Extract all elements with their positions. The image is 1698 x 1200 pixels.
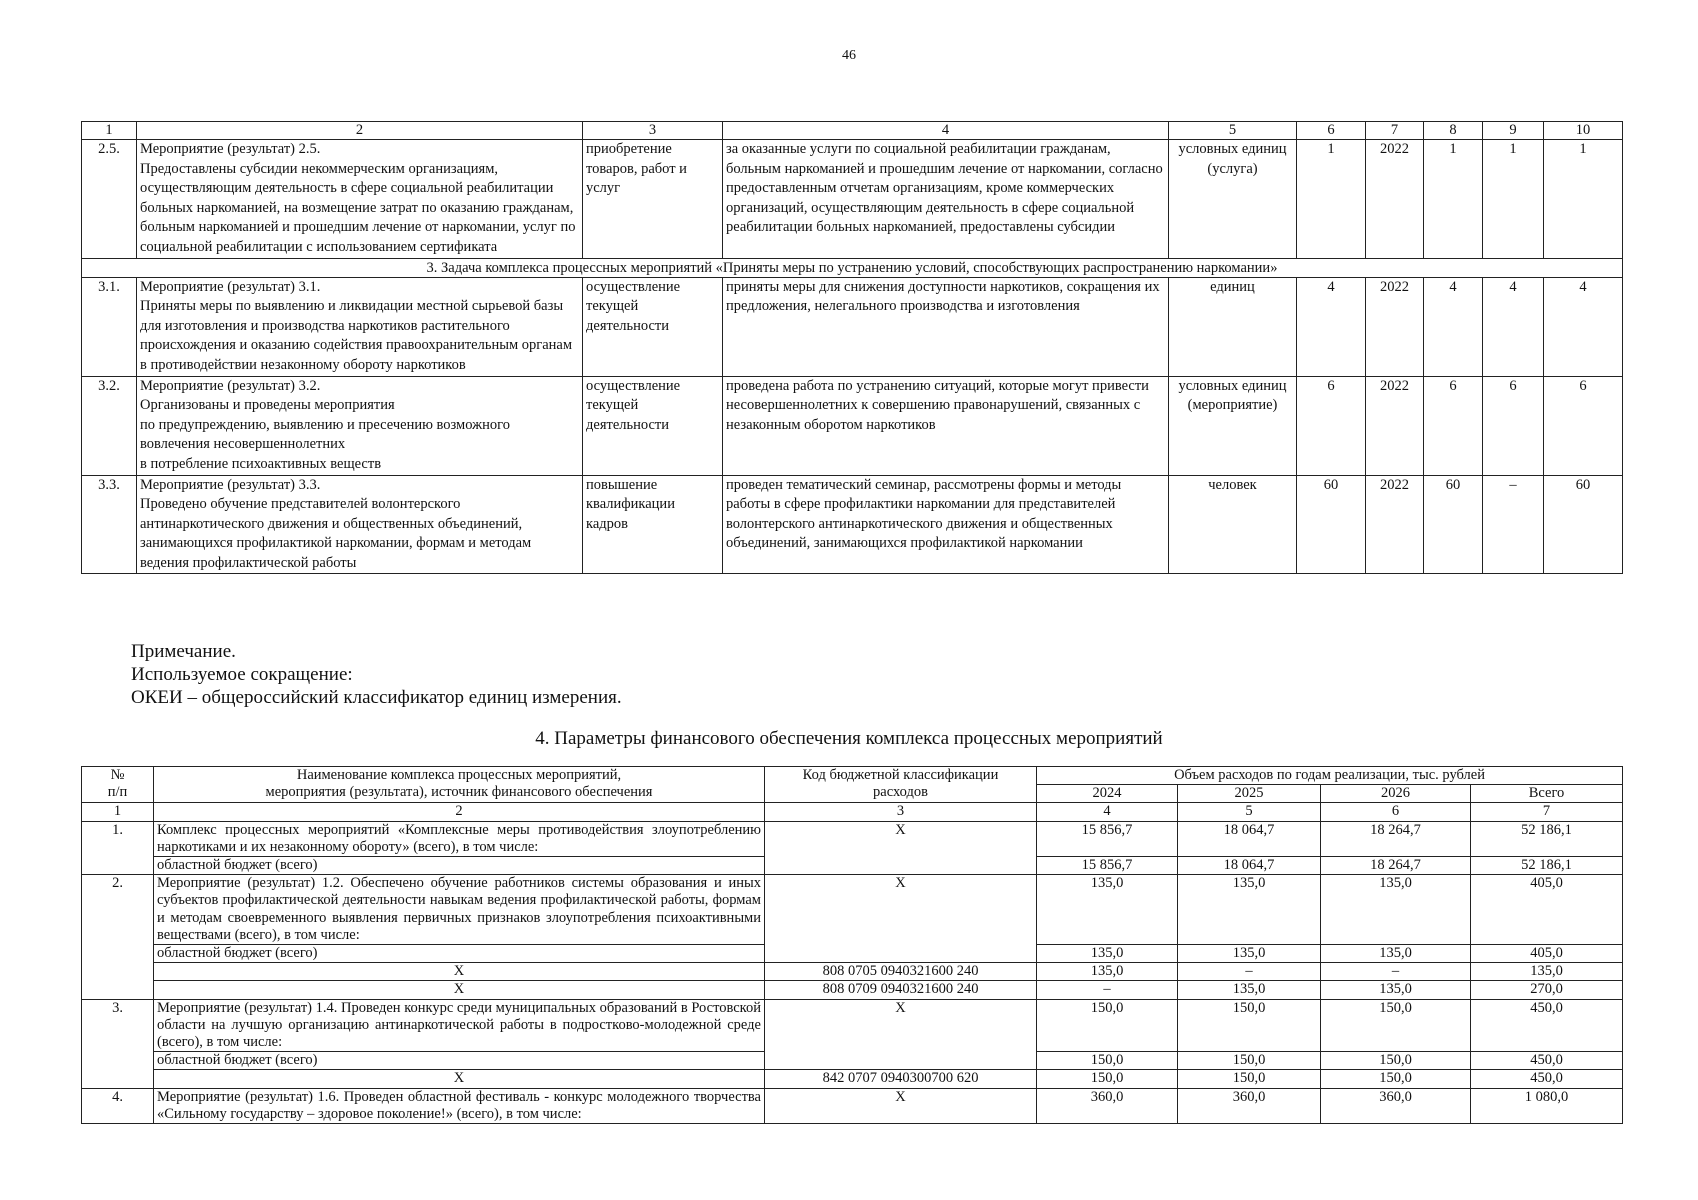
row-value: 150,0 <box>1178 1070 1321 1088</box>
row-value: 135,0 <box>1321 945 1471 963</box>
result-row <box>82 376 1623 475</box>
row-value: 135,0 <box>1037 945 1178 963</box>
row-value: – <box>1178 963 1321 981</box>
col-index: 7 <box>1366 122 1424 140</box>
row-code: Х <box>765 1088 1037 1123</box>
row-value: 60 <box>1424 475 1483 574</box>
row-value: 135,0 <box>1178 945 1321 963</box>
row-name: Мероприятие (результат) 1.6. Проведен областной фестиваль - конкурс молодежного творчества «Сильному государству – здоровое поколение!» (всего), в том числе: <box>154 1088 765 1123</box>
row-value: 360,0 <box>1321 1088 1471 1123</box>
finance-row <box>82 821 1623 856</box>
row-value: 6 <box>1297 376 1366 475</box>
row-total: 450,0 <box>1471 999 1623 1052</box>
row-value: 150,0 <box>1037 999 1178 1052</box>
row-total: 52 186,1 <box>1471 821 1623 856</box>
note-line: Примечание. <box>131 641 236 662</box>
row-type: повышение квалификации кадров <box>583 475 723 574</box>
finance-subrow <box>82 981 1623 999</box>
task-row <box>82 258 1623 277</box>
row-value: 135,0 <box>1178 875 1321 945</box>
finance-subrow <box>82 963 1623 981</box>
finance-table <box>81 766 1623 1124</box>
header-code: Код бюджетной классификации расходов <box>765 767 1037 803</box>
finance-row <box>82 875 1623 945</box>
row-num: 3.2. <box>82 376 137 475</box>
row-source: Х <box>154 1070 765 1088</box>
col-index: 1 <box>82 122 137 140</box>
note-line: Используемое сокращение: <box>131 664 353 685</box>
col-index: 2 <box>137 122 583 140</box>
row-value: 1 <box>1544 140 1623 259</box>
row-num: 3. <box>82 999 154 1088</box>
row-value: 135,0 <box>1321 875 1471 945</box>
row-value: 4 <box>1483 277 1544 376</box>
row-value: 18 064,7 <box>1178 821 1321 856</box>
row-name: Мероприятие (результат) 2.5. Предоставлены субсидии некоммерческим организациям, осуществляющим деятельность в сфере социальной реабилитации больных наркоманией, на возмещение затрат по оказанию гражданам, больным наркоманией и прошедшим лечение от наркомании, услуг по социальной реабилитации с использованием сертификата <box>137 140 583 259</box>
row-value: 18 264,7 <box>1321 857 1471 875</box>
column-index-row <box>82 122 1623 140</box>
row-year: 2022 <box>1366 475 1424 574</box>
row-description: проведена работа по устранению ситуаций, которые могут привести несовершеннолетних к совершению правонарушений, связанных с незаконным оборотом наркотиков <box>723 376 1169 475</box>
row-value: – <box>1321 963 1471 981</box>
col-index: 3 <box>765 803 1037 821</box>
row-unit: условных единиц (услуга) <box>1169 140 1297 259</box>
row-value: 6 <box>1544 376 1623 475</box>
note-line: ОКЕИ – общероссийский классификатор единиц измерения. <box>131 687 622 708</box>
row-total: 1 080,0 <box>1471 1088 1623 1123</box>
row-num: 2. <box>82 875 154 999</box>
header-num: № п/п <box>82 767 154 803</box>
task-title: 3. Задача комплекса процессных мероприятий «Приняты меры по устранению условий, способствующих распространению наркомании» <box>82 258 1623 277</box>
col-index: 5 <box>1178 803 1321 821</box>
col-index: 4 <box>1037 803 1178 821</box>
row-value: 15 856,7 <box>1037 821 1178 856</box>
row-value: 4 <box>1544 277 1623 376</box>
row-num: 3.1. <box>82 277 137 376</box>
row-year: 2022 <box>1366 140 1424 259</box>
row-value: 4 <box>1424 277 1483 376</box>
row-type: осуществление текущей деятельности <box>583 376 723 475</box>
row-value: 18 264,7 <box>1321 821 1471 856</box>
row-value: 6 <box>1424 376 1483 475</box>
row-num: 1. <box>82 821 154 875</box>
col-index: 7 <box>1471 803 1623 821</box>
row-value: 135,0 <box>1178 981 1321 999</box>
row-code: 808 0709 0940321600 240 <box>765 981 1037 999</box>
row-source: областной бюджет (всего) <box>154 857 765 875</box>
row-value: 1 <box>1297 140 1366 259</box>
row-code: Х <box>765 999 1037 1070</box>
finance-subrow <box>82 1070 1623 1088</box>
result-row <box>82 277 1623 376</box>
row-value: – <box>1037 981 1178 999</box>
row-value: – <box>1483 475 1544 574</box>
row-year: 2022 <box>1366 376 1424 475</box>
row-total: 450,0 <box>1471 1070 1623 1088</box>
row-total: 405,0 <box>1471 875 1623 945</box>
header-volume: Объем расходов по годам реализации, тыс. рублей <box>1037 767 1623 785</box>
row-name: Мероприятие (результат) 3.1. Приняты меры по выявлению и ликвидации местной сырьевой базы для изготовления и производства наркотиков растительного происхождения и оказанию содействия правоохранительным органам в противодействии незаконному обороту наркотиков <box>137 277 583 376</box>
col-index: 3 <box>583 122 723 140</box>
row-value: 150,0 <box>1178 1052 1321 1070</box>
row-value: 150,0 <box>1321 999 1471 1052</box>
row-value: 360,0 <box>1178 1088 1321 1123</box>
row-description: проведен тематический семинар, рассмотрены формы и методы работы в сфере профилактики наркомании для представителей волонтерского антинаркотического движения и общественных объединений, занимающихся профилактикой наркомании <box>723 475 1169 574</box>
row-value: 1 <box>1483 140 1544 259</box>
row-value: 150,0 <box>1321 1052 1471 1070</box>
row-num: 4. <box>82 1088 154 1123</box>
row-value: 60 <box>1297 475 1366 574</box>
row-unit: условных единиц (мероприятие) <box>1169 376 1297 475</box>
finance-row <box>82 1088 1623 1123</box>
row-source: областной бюджет (всего) <box>154 1052 765 1070</box>
row-total: 450,0 <box>1471 1052 1623 1070</box>
row-num: 3.3. <box>82 475 137 574</box>
notes <box>131 640 622 709</box>
col-index: 8 <box>1424 122 1483 140</box>
row-source: областной бюджет (всего) <box>154 945 765 963</box>
row-code: 808 0705 0940321600 240 <box>765 963 1037 981</box>
row-value: 18 064,7 <box>1178 857 1321 875</box>
row-code: Х <box>765 875 1037 963</box>
row-source: Х <box>154 963 765 981</box>
row-source: Х <box>154 981 765 999</box>
header-year: 2024 <box>1037 785 1178 803</box>
result-row <box>82 140 1623 259</box>
row-value: 15 856,7 <box>1037 857 1178 875</box>
finance-header-row <box>82 767 1623 785</box>
row-value: 360,0 <box>1037 1088 1178 1123</box>
row-value: 135,0 <box>1321 981 1471 999</box>
results-table <box>81 121 1623 574</box>
page-number: 46 <box>842 48 856 63</box>
row-value: 150,0 <box>1037 1052 1178 1070</box>
row-name: Мероприятие (результат) 1.2. Обеспечено обучение работников системы образования и иных субъектов профилактической деятельности навыкам ведения профилактической работы, формам и методам своевременного выявления первичных признаков злоупотребления психоактивными веществами (всего), в том числе: <box>154 875 765 945</box>
row-name: Мероприятие (результат) 3.2. Организованы и проведены мероприятия по предупреждению, выявлению и пресечению возможного вовлечения несовершеннолетних в потребление психоактивных веществ <box>137 376 583 475</box>
section-title: 4. Параметры финансового обеспечения комплекса процессных мероприятий <box>535 728 1163 749</box>
col-index: 6 <box>1321 803 1471 821</box>
header-year: 2026 <box>1321 785 1471 803</box>
row-code: Х <box>765 821 1037 875</box>
row-type: осуществление текущей деятельности <box>583 277 723 376</box>
row-code: 842 0707 0940300700 620 <box>765 1070 1037 1088</box>
row-total: 52 186,1 <box>1471 857 1623 875</box>
row-value: 135,0 <box>1037 963 1178 981</box>
row-description: приняты меры для снижения доступности наркотиков, сокращения их предложения, нелегального производства и изготовления <box>723 277 1169 376</box>
row-unit: единиц <box>1169 277 1297 376</box>
row-name: Мероприятие (результат) 3.3. Проведено обучение представителей волонтерского антинаркотического движения и общественных объединений, занимающихся профилактикой наркомании, формам и методам ведения профилактической работы <box>137 475 583 574</box>
row-year: 2022 <box>1366 277 1424 376</box>
row-name: Комплекс процессных мероприятий «Комплексные меры противодействия злоупотреблению наркотиками и их незаконному обороту» (всего), в том числе: <box>154 821 765 856</box>
row-num: 2.5. <box>82 140 137 259</box>
col-index: 9 <box>1483 122 1544 140</box>
header-total: Всего <box>1471 785 1623 803</box>
row-value: 6 <box>1483 376 1544 475</box>
col-index: 10 <box>1544 122 1623 140</box>
col-index: 6 <box>1297 122 1366 140</box>
finance-index-row <box>82 803 1623 821</box>
row-value: 150,0 <box>1321 1070 1471 1088</box>
result-row <box>82 475 1623 574</box>
col-index: 4 <box>723 122 1169 140</box>
header-year: 2025 <box>1178 785 1321 803</box>
header-name: Наименование комплекса процессных мероприятий, мероприятия (результата), источник финансового обеспечения <box>154 767 765 803</box>
col-index: 2 <box>154 803 765 821</box>
row-value: 4 <box>1297 277 1366 376</box>
row-total: 405,0 <box>1471 945 1623 963</box>
row-value: 1 <box>1424 140 1483 259</box>
row-total: 270,0 <box>1471 981 1623 999</box>
row-value: 150,0 <box>1037 1070 1178 1088</box>
finance-row <box>82 999 1623 1052</box>
col-index: 1 <box>82 803 154 821</box>
row-description: за оказанные услуги по социальной реабилитации гражданам, больным наркоманией и прошедшим лечение от наркомании, согласно предоставленным отчетам организациям, кроме коммерческих организаций, осуществляющим деятельность в сфере социальной реабилитации больных наркоманией, предоставлены субсидии <box>723 140 1169 259</box>
row-value: 135,0 <box>1037 875 1178 945</box>
row-unit: человек <box>1169 475 1297 574</box>
col-index: 5 <box>1169 122 1297 140</box>
row-type: приобретение товаров, работ и услуг <box>583 140 723 259</box>
row-value: 60 <box>1544 475 1623 574</box>
row-name: Мероприятие (результат) 1.4. Проведен конкурс среди муниципальных образований в Ростовской области на лучшую организацию антинаркотической работы в подростково-молодежной среде (всего), в том числе: <box>154 999 765 1052</box>
row-total: 135,0 <box>1471 963 1623 981</box>
row-value: 150,0 <box>1178 999 1321 1052</box>
